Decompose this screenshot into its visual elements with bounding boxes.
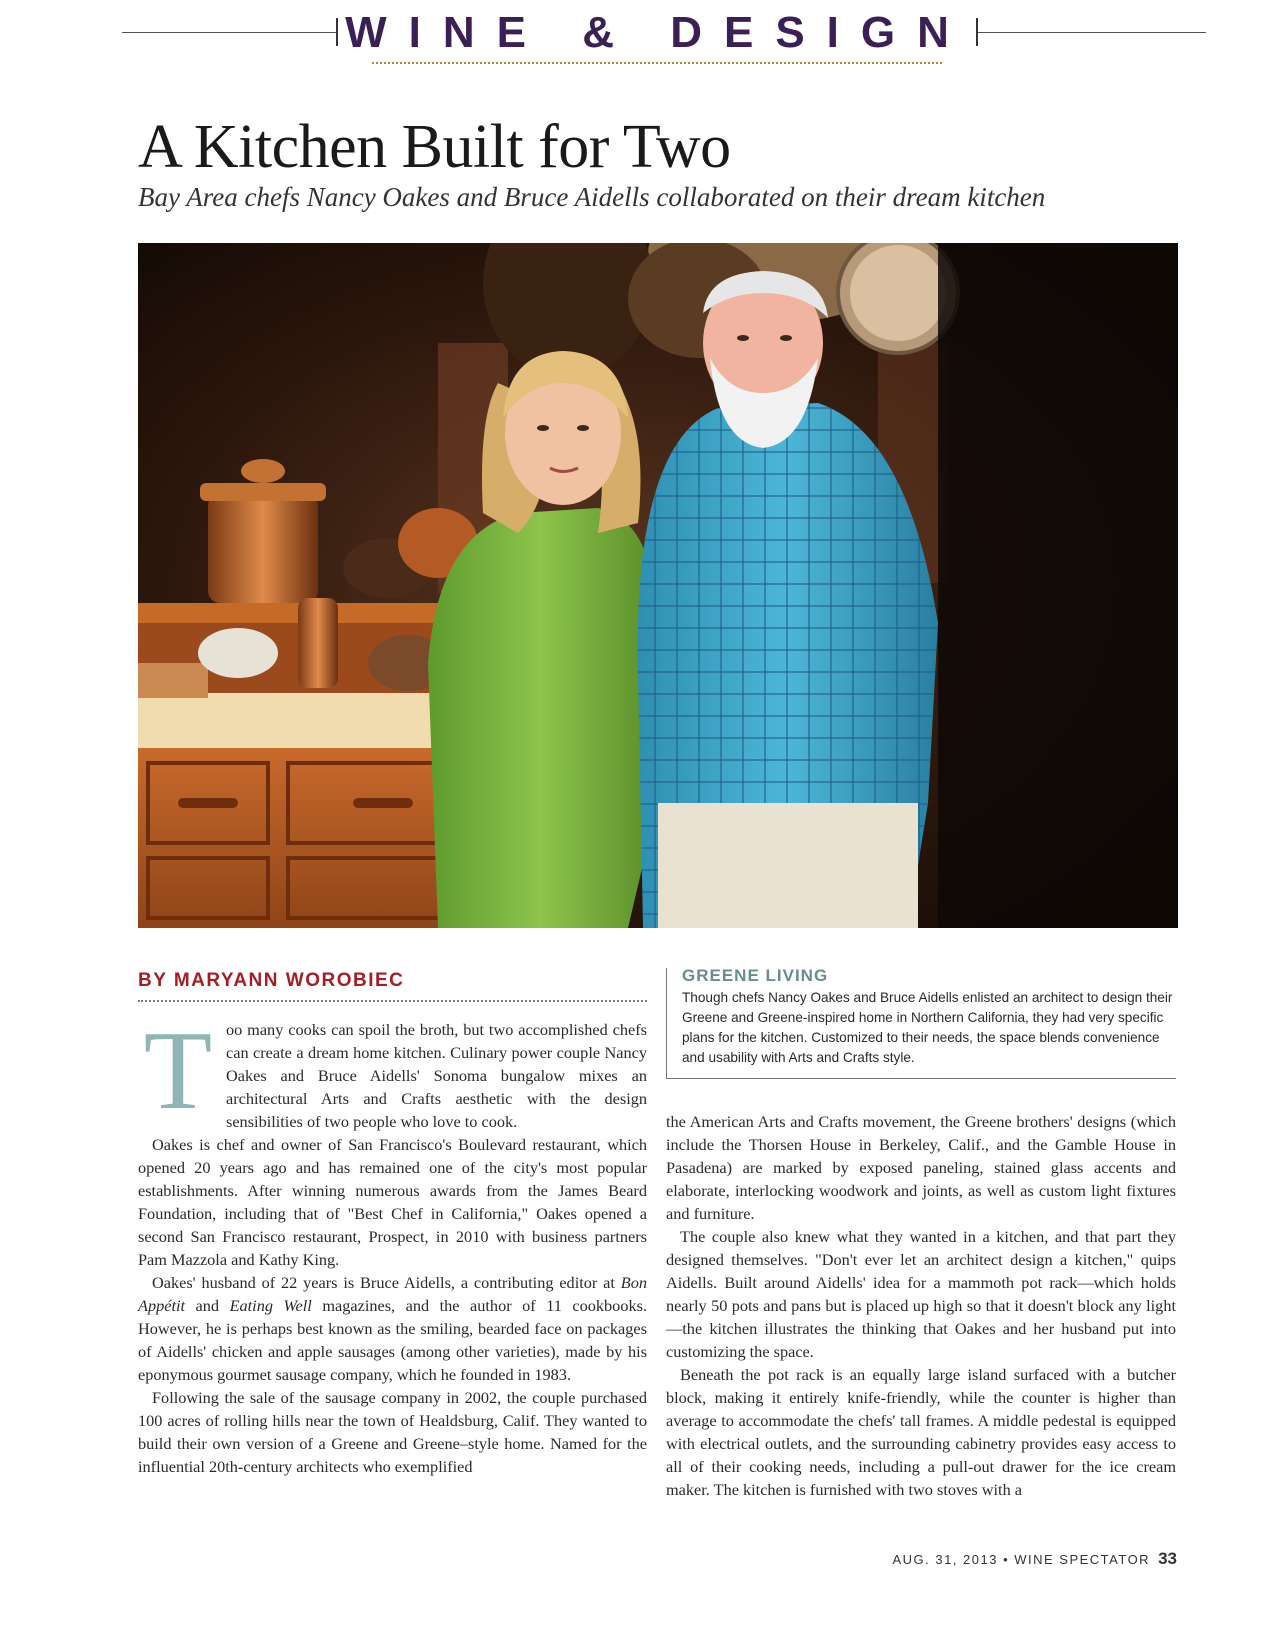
paragraph-3 bbox=[138, 1271, 647, 1386]
byline: BY MARYANN WOROBIEC bbox=[138, 970, 405, 991]
magazine-name-eating-well: Eating Well bbox=[229, 1296, 312, 1315]
article-title: A Kitchen Built for Two bbox=[138, 113, 731, 181]
paragraph-3-and: and bbox=[185, 1296, 230, 1315]
paragraph-6: The couple also knew what they wanted in a kitchen, and that part they designed themselves. "Don't ever let an architect design a kitchen," quips Aidells. Built around Aidells' idea for a mammoth pot rack—which holds nearly 50 pots and pans but is placed up high so that it doesn't block any light—the kitchen illustrates the thinking that Oakes and her husband put into customizing the space. bbox=[666, 1227, 1176, 1361]
kitchen-photo bbox=[138, 243, 1178, 928]
paragraph-4: Following the sale of the sausage company in 2002, the couple purchased 100 acres of rolling hills near the town of Healdsburg, Calif. They wanted to build their own version of a Greene and Greene–style home. Named for the influential 20th-century architects who exemplified bbox=[138, 1388, 647, 1476]
byline-dotted-rule bbox=[138, 1000, 647, 1002]
sidebar-title: GREENE LIVING bbox=[682, 966, 829, 985]
paragraph-3-text-b: magazines, and the author of 11 cookbooks. However, he is perhaps best known as the smiling, bearded face on packages of Aidells' chicken and apple sausages (among other varieties), made by his eponymous gourmet sausage company, which he founded in 1983. bbox=[138, 1296, 648, 1384]
issue-info: AUG. 31, 2013 • WINE SPECTATOR bbox=[892, 1552, 1151, 1567]
header-tick-left bbox=[336, 18, 338, 46]
header-dotted-rule bbox=[372, 62, 942, 64]
page-footer bbox=[892, 1549, 1177, 1569]
sidebar-text: Though chefs Nancy Oakes and Bruce Aidells enlisted an architect to design their Greene and Greene-inspired home in Northern California, they had very specific plans for the kitchen. Customized to their needs, the space blends convenience and usability with Arts and Crafts style. bbox=[682, 990, 1173, 1065]
magazine-name-bon-appetit: Bon Appétit bbox=[138, 1273, 647, 1315]
kitchen-photo-illustration bbox=[138, 243, 1178, 928]
article-column-2 bbox=[666, 1110, 1176, 1501]
header-rule-left bbox=[122, 32, 337, 33]
header-rule-right bbox=[978, 32, 1206, 33]
paragraph-7: Beneath the pot rack is an equally large island surfaced with a butcher block, making it entirely knife-friendly, while the counter is higher than average to accommodate the chefs' tall frames. A middle pedestal is equipped with electrical outlets, and the surrounding cabinetry provides easy access to all of their cooking needs, including a pull-out drawer for the ice cream maker. The kitchen is furnished with two stoves with a bbox=[666, 1365, 1176, 1499]
section-title: WINE & DESIGN bbox=[345, 8, 971, 57]
article-subtitle: Bay Area chefs Nancy Oakes and Bruce Aidells collaborated on their dream kitchen bbox=[138, 182, 1046, 212]
sidebar-rule-horizontal bbox=[666, 1078, 1176, 1079]
article-column-1 bbox=[138, 1018, 647, 1478]
drop-cap bbox=[138, 1020, 218, 1112]
paragraph-3-text-a: Oakes' husband of 22 years is Bruce Aidells, a contributing editor at bbox=[152, 1273, 621, 1292]
paragraph-2: Oakes is chef and owner of San Francisco's Boulevard restaurant, which opened 20 years ago and has remained one of the city's most popular establishments. After winning numerous awards from the James Beard Foundation, including that of "Best Chef in California," Oakes opened a second San Francisco restaurant, Prospect, in 2010 with business partners Pam Mazzola and Kathy King. bbox=[138, 1135, 647, 1269]
page-number: 33 bbox=[1158, 1549, 1177, 1568]
drop-cap-letter: T bbox=[143, 1020, 213, 1112]
paragraph-5: the American Arts and Crafts movement, the Greene brothers' designs (which include the Thorsen House in Berkeley, Calif., and the Gamble House in Pasadena) are marked by exposed paneling, stained glass accents and elaborate, interlocking woodwork and joints, as well as custom light fixtures and furniture. bbox=[666, 1112, 1176, 1223]
sidebar-rule-vertical bbox=[666, 968, 667, 1078]
paragraph-1: oo many cooks can spoil the broth, but two accomplished chefs can create a dream home kitchen. Culinary power couple Nancy Oakes and Bruce Aidells' Sonoma bungalow mixes an architectural Arts and Crafts aesthetic with the design sensibilities of two people who love to cook. bbox=[226, 1020, 647, 1131]
